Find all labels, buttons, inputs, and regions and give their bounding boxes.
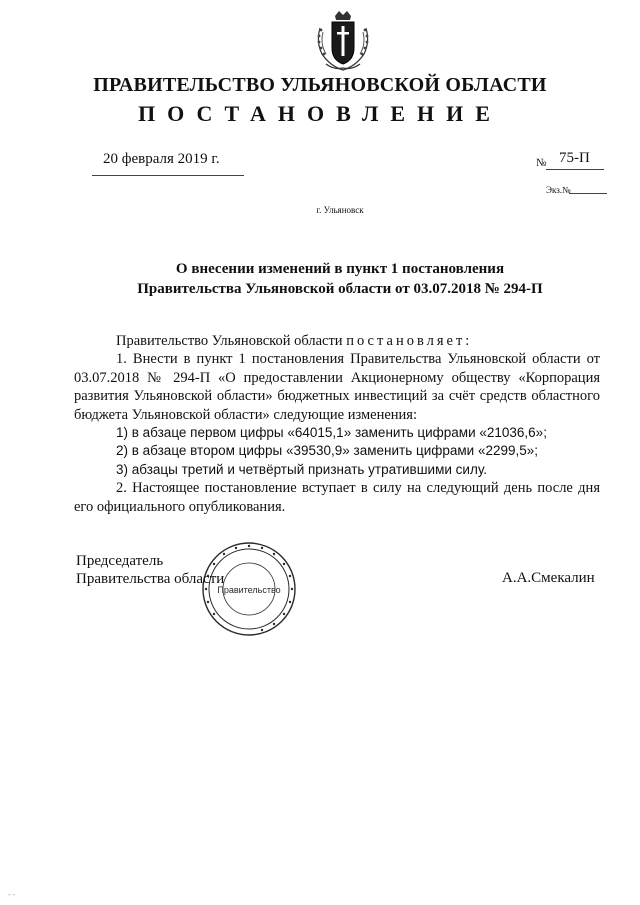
signatory-position (76, 552, 224, 588)
subject-line-2: Правительства Ульяновской области от 03.07.2018 № 294-П (137, 281, 543, 297)
intro-verb: постановляет: (346, 333, 473, 349)
item-1-paragraph: 1. Внести в пункт 1 постановления Правительства Ульяновской области от 03.07.2018 № 294-П «О предоставлении Акционерному обществу «Корпорация развития Ульяновской области» бюджетных инвестиций за счёт средств областного бюджета Ульяновской области» следующие изменения: (74, 351, 600, 423)
sub-item-3: 3) абзацы третий и четвёртый признать утратившими силу. (116, 461, 487, 477)
intro-paragraph (74, 332, 600, 350)
date-underline (92, 175, 244, 176)
coat-of-arms-emblem (312, 8, 374, 74)
document-number: 75-П (559, 150, 590, 166)
number-sign: № (536, 157, 547, 169)
copy-number-label: Экз.№ (546, 185, 571, 195)
position-line-2: Правительства области (76, 571, 225, 587)
number-underline (546, 169, 604, 170)
signatory-name: А.А.Смекалин (502, 570, 595, 586)
sub-item-1: 1) в абзаце первом цифры «64015,1» заменить цифрами «21036,6»; (116, 425, 547, 441)
document-subject (0, 259, 640, 299)
stamp-center-text: Правительство (217, 585, 281, 595)
subject-line-1: О внесении изменений в пункт 1 постановления (175, 261, 505, 277)
sub-item-2: 2) в абзаце втором цифры «39530,9» заменить цифрами «2299,5»; (116, 443, 539, 459)
copy-number-line (569, 193, 607, 194)
item-2-paragraph: 2. Настоящее постановление вступает в силу на следующий день после дня его официального опубликования. (74, 480, 600, 515)
position-line-1: Председатель (76, 553, 164, 569)
government-title: ПРАВИТЕЛЬСТВО УЛЬЯНОВСКОЙ ОБЛАСТИ (93, 74, 547, 96)
document-date: 20 февраля 2019 г. (103, 151, 220, 167)
issue-city: г. Ульяновск (316, 205, 364, 215)
corner-mark: - - (8, 890, 16, 899)
intro-prefix: Правительство Ульяновской области (116, 333, 343, 349)
document-body (74, 332, 600, 516)
document-type-title: ПОСТАНОВЛЕНИЕ (138, 101, 502, 126)
